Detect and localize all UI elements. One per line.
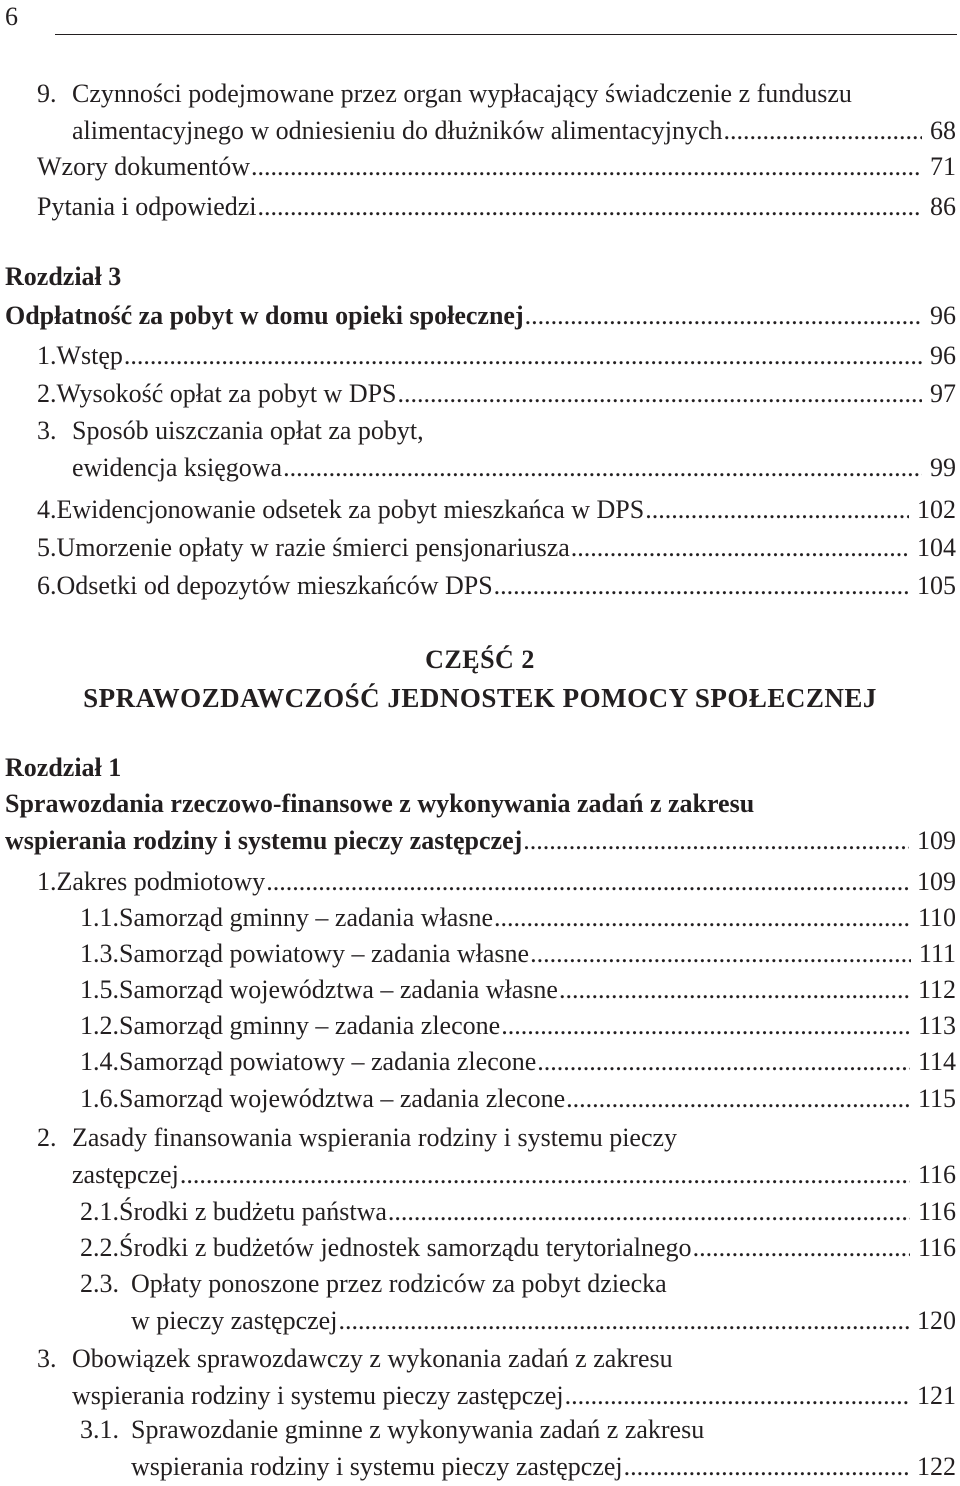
toc-text: Zakres podmiotowy (56, 867, 266, 896)
toc-text: Środki z budżetów jednostek samorządu terytorialnego (119, 1233, 692, 1262)
toc-subentry[interactable] (80, 1194, 956, 1231)
toc-page: 99 (930, 452, 956, 482)
toc-page: 116 (917, 1233, 956, 1262)
leader-dots (501, 1008, 910, 1045)
toc-text: Samorząd województwa – zadania zlecone (119, 1084, 566, 1113)
toc-number: 1.5. (80, 975, 119, 1004)
toc-subentry[interactable] (80, 1266, 956, 1339)
toc-text: Wysokość opłat za pobyt w DPS (56, 379, 397, 408)
toc-page: 111 (918, 939, 956, 968)
leader-dots (251, 149, 922, 186)
toc-entry[interactable] (37, 492, 956, 529)
toc-entry-wzory[interactable] (37, 149, 956, 186)
toc-number: 1.1. (80, 903, 119, 932)
leader-dots (180, 1157, 910, 1194)
leader-dots (693, 1230, 910, 1267)
toc-number: 2. (37, 1123, 57, 1152)
leader-dots (283, 450, 922, 487)
toc-number: 2.3. (80, 1269, 119, 1298)
toc-text: Umorzenie opłaty w razie śmierci pensjonariusza (56, 533, 570, 562)
leader-dots (338, 1303, 909, 1340)
toc-subentry[interactable] (80, 1081, 956, 1118)
toc-number: 2.2. (80, 1233, 119, 1262)
leader-dots (645, 492, 909, 529)
toc-text: Pytania i odpowiedzi (37, 192, 257, 221)
toc-page: 102 (917, 495, 956, 524)
leader-dots (523, 823, 909, 860)
leader-dots (530, 936, 911, 973)
toc-entry[interactable] (37, 1341, 956, 1414)
toc-text: Sprawozdanie gminne z wykonywania zadań z zakresu (131, 1415, 705, 1444)
toc-page: 86 (930, 192, 956, 221)
toc-text: Zasady finansowania wspierania rodziny i systemu pieczy (72, 1123, 678, 1152)
header-rule (55, 34, 957, 35)
toc-number: 1. (37, 341, 57, 370)
toc-text: Czynności podejmowane przez organ wypłacający świadczenie z funduszu (72, 79, 852, 108)
leader-dots (565, 1378, 909, 1415)
chapter-title: Odpłatność za pobyt w domu opieki społecznej (5, 301, 524, 330)
toc-number: 2.1. (80, 1197, 119, 1226)
leader-dots (266, 864, 909, 901)
toc-page: 120 (917, 1305, 956, 1335)
toc-page: 109 (917, 867, 956, 896)
toc-number: 1.4. (80, 1047, 119, 1076)
toc-page: 96 (930, 301, 956, 330)
toc-page: 96 (930, 341, 956, 370)
toc-number: 6. (37, 571, 57, 600)
toc-text: Samorząd gminny – zadania własne (119, 903, 493, 932)
toc-subentry[interactable] (80, 1412, 956, 1485)
toc-page: 109 (917, 825, 956, 855)
toc-number: 3. (37, 1344, 57, 1373)
toc-page: 110 (917, 903, 956, 932)
toc-page: 113 (917, 1011, 956, 1040)
page-header (0, 0, 960, 40)
leader-dots (624, 1449, 909, 1486)
toc-text: Samorząd powiatowy – zadania zlecone (119, 1047, 537, 1076)
chapter-label: Rozdział 3 (5, 262, 122, 291)
leader-dots (571, 530, 909, 567)
leader-dots (537, 1044, 910, 1081)
toc-entry[interactable] (37, 530, 956, 567)
toc-text: Opłaty ponoszone przez rodziców za pobyt dziecka (131, 1269, 667, 1298)
toc-page: 122 (917, 1451, 956, 1481)
chapter-title-entry[interactable] (5, 786, 956, 859)
toc-text: w pieczy zastępczej (131, 1305, 338, 1335)
toc-subentry[interactable] (80, 972, 956, 1009)
chapter-label: Rozdział 1 (5, 753, 122, 782)
toc-text: ewidencja księgowa (72, 452, 283, 482)
toc-text: alimentacyjnego w odniesieniu do dłużników alimentacyjnych (72, 115, 723, 145)
toc-page: 116 (917, 1197, 956, 1226)
toc-number: 1.3. (80, 939, 119, 968)
toc-page: 104 (917, 533, 956, 562)
toc-number: 3. (37, 416, 57, 445)
toc-subentry[interactable] (80, 1230, 956, 1267)
toc-page: 112 (917, 975, 956, 1004)
leader-dots (398, 376, 922, 413)
toc-page: 68 (930, 115, 956, 145)
chapter-title: wspierania rodziny i systemu pieczy zastępczej (5, 825, 523, 855)
leader-dots (388, 1194, 910, 1231)
leader-dots (525, 298, 922, 335)
toc-number: 1.6. (80, 1084, 119, 1113)
toc-entry[interactable] (37, 864, 956, 901)
leader-dots (566, 1081, 910, 1118)
page-number: 6 (5, 2, 18, 31)
toc-entry-9[interactable] (37, 76, 956, 149)
toc-entry-pytania[interactable] (37, 189, 956, 226)
toc-text: wspierania rodziny i systemu pieczy zastępczej (131, 1451, 623, 1481)
toc-text: Wstęp (56, 341, 123, 370)
toc-subentry[interactable] (80, 936, 956, 973)
toc-subentry[interactable] (80, 1008, 956, 1045)
toc-number: 3.1. (80, 1415, 119, 1444)
leader-dots (124, 338, 922, 375)
toc-entry[interactable] (37, 568, 956, 605)
toc-page: 116 (917, 1159, 956, 1189)
toc-page: 114 (917, 1047, 956, 1076)
toc-text: Odsetki od depozytów mieszkańców DPS (56, 571, 493, 600)
toc-entry[interactable] (37, 1120, 956, 1193)
toc-text: Samorząd gminny – zadania zlecone (119, 1011, 501, 1040)
toc-entry[interactable] (37, 413, 956, 486)
toc-number: 1.2. (80, 1011, 119, 1040)
leader-dots (724, 113, 922, 150)
toc-text: Ewidencjonowanie odsetek za pobyt mieszkańca w DPS (56, 495, 645, 524)
toc-entry[interactable] (37, 376, 956, 413)
toc-page: 71 (930, 152, 956, 181)
toc-page: 121 (917, 1380, 956, 1410)
toc-text: Samorząd powiatowy – zadania własne (119, 939, 530, 968)
leader-dots (494, 568, 909, 605)
toc-number: 9. (37, 79, 57, 108)
toc-page: 115 (917, 1084, 956, 1113)
toc-text: Sposób uiszczania opłat za pobyt, (72, 416, 424, 445)
toc-text: Samorząd województwa – zadania własne (119, 975, 558, 1004)
toc-text: zastępczej (72, 1159, 179, 1189)
toc-number: 1. (37, 867, 57, 896)
toc-text: wspierania rodziny i systemu pieczy zastępczej (72, 1380, 564, 1410)
toc-text: Obowiązek sprawozdawczy z wykonania zadań z zakresu (72, 1344, 673, 1373)
leader-dots (258, 189, 922, 226)
toc-page: 97 (930, 379, 956, 408)
part-label: CZĘŚĆ 2 (425, 645, 535, 674)
leader-dots (494, 900, 910, 937)
toc-number: 5. (37, 533, 57, 562)
part-title: SPRAWOZDAWCZOŚĆ JEDNOSTEK POMOCY SPOŁECZNEJ (83, 683, 877, 713)
toc-number: 4. (37, 495, 57, 524)
chapter-title-entry[interactable] (5, 298, 956, 335)
toc-number: 2. (37, 379, 57, 408)
leader-dots (559, 972, 910, 1009)
chapter-title: Sprawozdania rzeczowo-finansowe z wykonywania zadań z zakresu (5, 789, 755, 818)
toc-text: Wzory dokumentów (37, 152, 251, 181)
toc-subentry[interactable] (80, 900, 956, 937)
toc-subentry[interactable] (80, 1044, 956, 1081)
toc-entry[interactable] (37, 338, 956, 375)
toc-text: Środki z budżetu państwa (119, 1197, 387, 1226)
toc-page: 105 (917, 571, 956, 600)
